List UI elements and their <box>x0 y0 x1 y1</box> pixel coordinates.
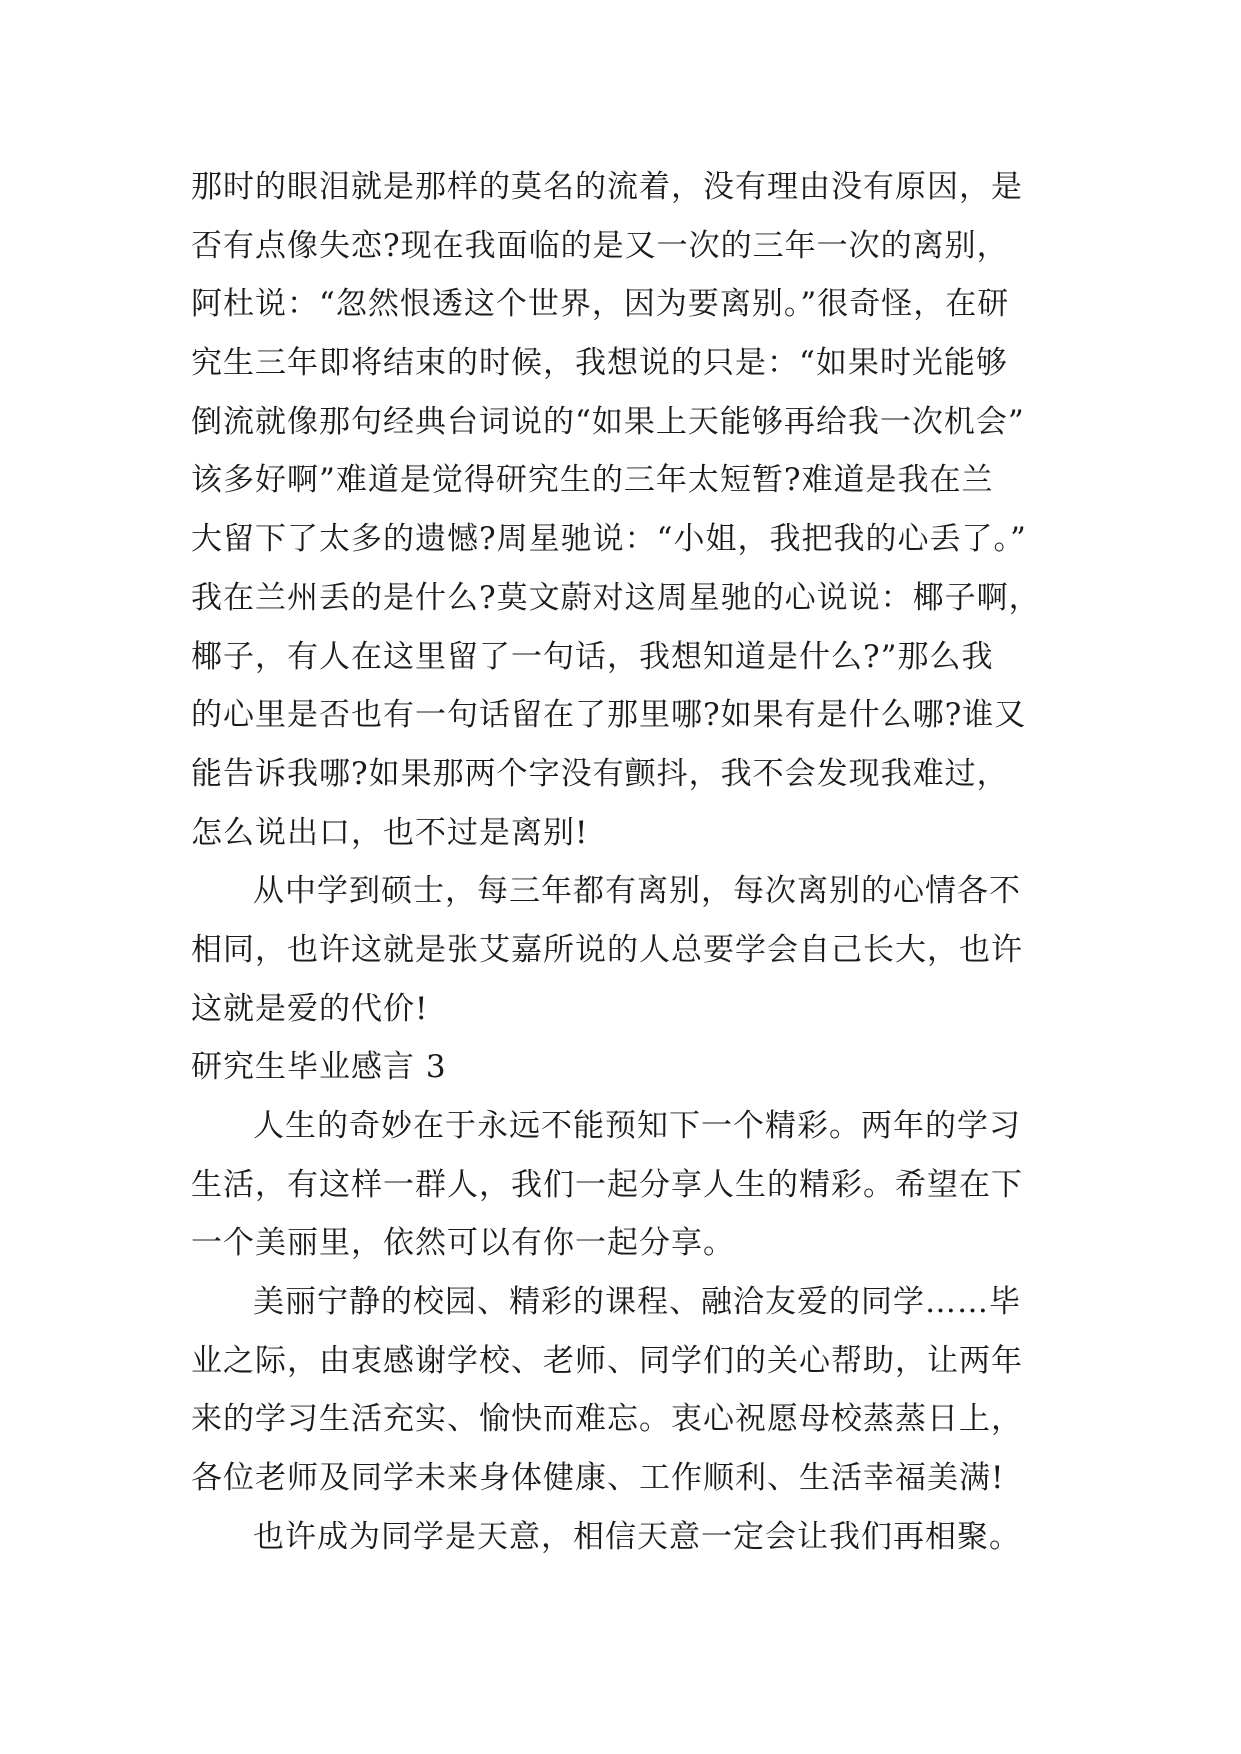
text-line: 阿杜说：“忽然恨透这个世界，因为要离别。”很奇怪，在研 <box>191 286 1010 323</box>
text-line: 椰子，有人在这里留了一句话，我想知道是什么?”那么我 <box>191 638 994 675</box>
text-line: 究生三年即将结束的时候，我想说的只是：“如果时光能够 <box>191 345 1008 382</box>
text-line: 那时的眼泪就是那样的莫名的流着，没有理由没有原因，是 <box>191 169 1023 205</box>
text-line: 美丽宁静的校园、精彩的课程、融洽友爱的同学……毕 <box>253 1284 1021 1321</box>
text-line: 的心里是否也有一句话留在了那里哪?如果有是什么哪?谁又 <box>191 697 1027 734</box>
section-heading <box>191 1038 1061 1097</box>
text-line: 生活，有这样一群人，我们一起分享人生的精彩。希望在下 <box>191 1166 1023 1203</box>
text-line: 倒流就像那句经典台词说的“如果上天能够再给我一次机会” <box>191 403 1025 440</box>
document-body <box>191 158 1061 1567</box>
text-line: 怎么说出口，也不过是离别! <box>191 814 589 851</box>
paragraph <box>191 1273 1061 1508</box>
text-line: 该多好啊”难道是觉得研究生的三年太短暂?难道是我在兰 <box>191 462 994 499</box>
paragraph <box>191 1097 1061 1273</box>
section-heading-text: 研究生毕业感言 3 <box>191 1049 447 1086</box>
paragraph <box>191 158 1061 862</box>
paragraph <box>191 1508 1061 1567</box>
text-line: 大留下了太多的遗憾?周星驰说：“小姐，我把我的心丢了。” <box>191 521 1027 558</box>
text-line: 也许成为同学是天意，相信天意一定会让我们再相聚。 <box>253 1518 1021 1555</box>
text-line: 从中学到硕士，每三年都有离别，每次离别的心情各不 <box>253 873 1021 910</box>
text-line: 能告诉我哪?如果那两个字没有颤抖，我不会发现我难过， <box>191 755 1009 792</box>
text-line: 一个美丽里，依然可以有你一起分享。 <box>191 1225 735 1262</box>
text-line: 人生的奇妙在于永远不能预知下一个精彩。两年的学习 <box>253 1108 1021 1144</box>
text-line: 来的学习生活充实、愉快而难忘。衷心祝愿母校蒸蒸日上， <box>191 1401 1023 1438</box>
text-line: 我在兰州丢的是什么?莫文蔚对这周星驰的心说说：椰子啊， <box>191 579 1041 616</box>
text-line: 各位老师及同学未来身体健康、工作顺利、生活幸福美满! <box>191 1460 1005 1497</box>
text-line: 这就是爱的代价! <box>191 990 429 1027</box>
text-line: 相同，也许这就是张艾嘉所说的人总要学会自己长大，也许 <box>191 931 1023 968</box>
text-line: 业之际，由衷感谢学校、老师、同学们的关心帮助，让两年 <box>191 1342 1023 1379</box>
paragraph <box>191 862 1061 1038</box>
text-line: 否有点像失恋?现在我面临的是又一次的三年一次的离别， <box>191 227 1009 264</box>
